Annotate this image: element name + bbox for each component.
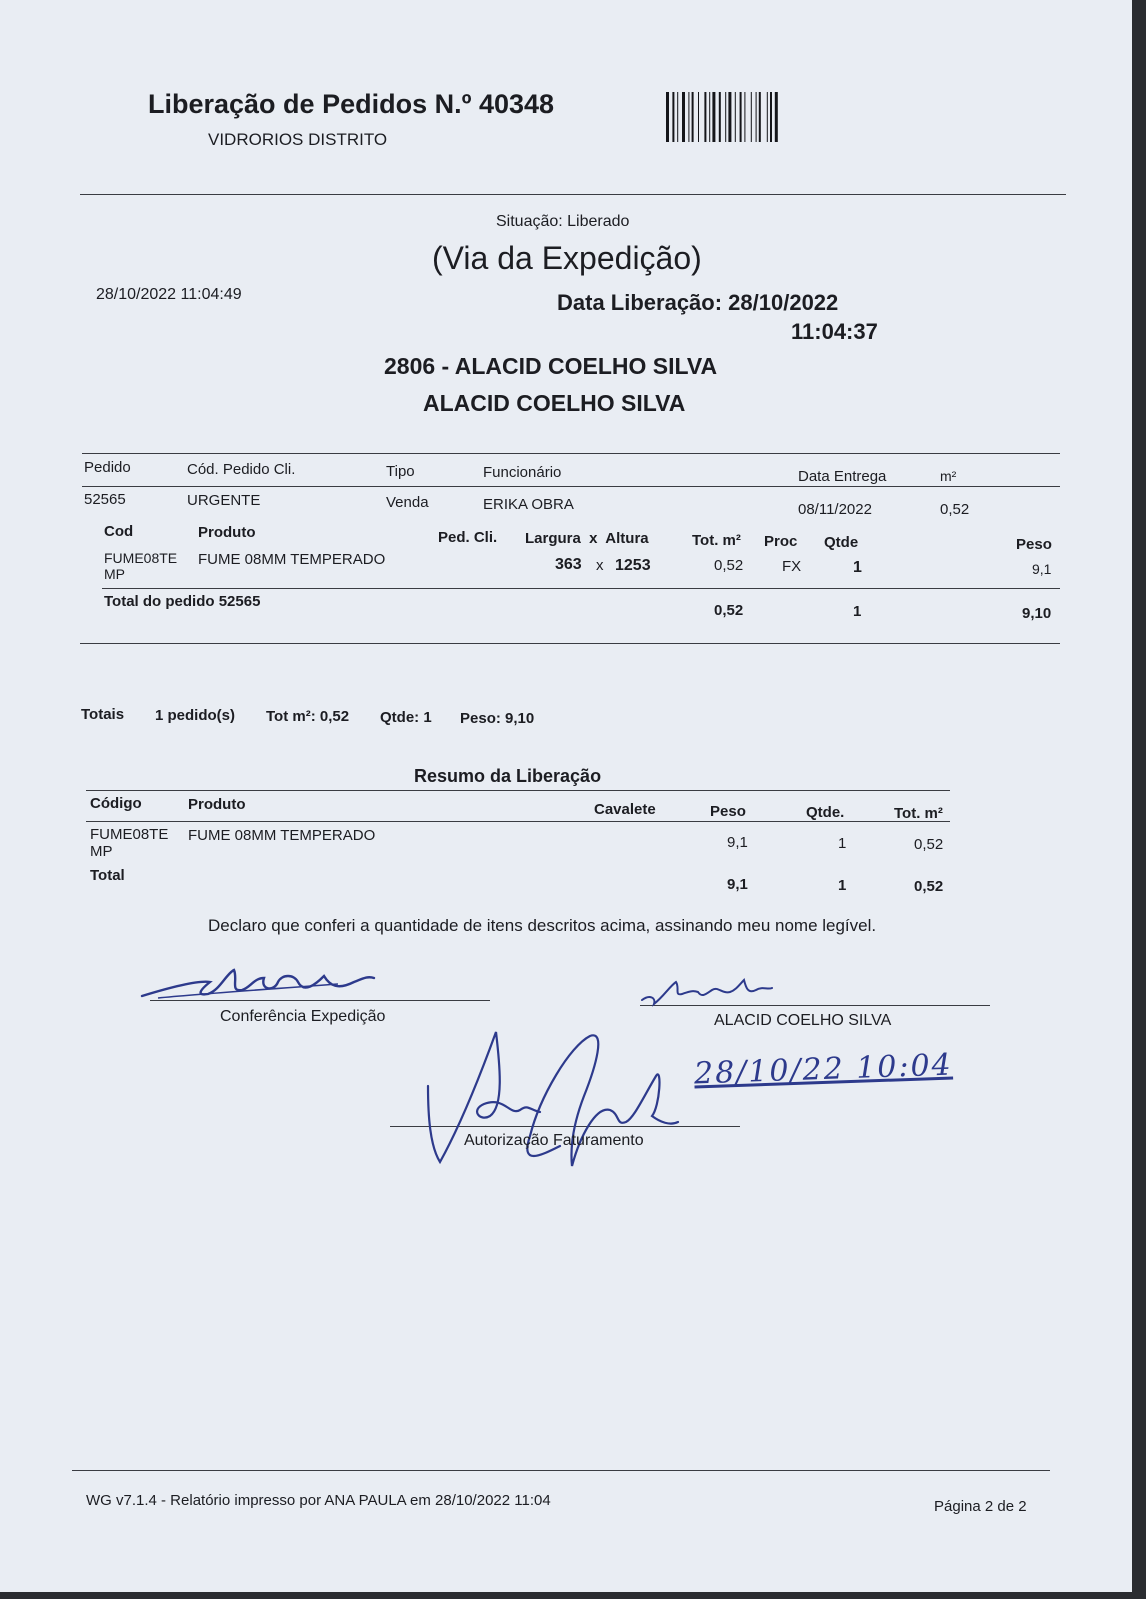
document-title: Liberação de Pedidos N.º 40348	[148, 89, 555, 119]
summary-peso: 9,1	[727, 834, 748, 851]
footer-line	[72, 1470, 1050, 1471]
copy-label: (Via da Expedição)	[432, 240, 702, 276]
summary-total-m2: 0,52	[914, 878, 944, 895]
order-type: Venda	[386, 494, 429, 511]
client-name: ALACID COELHO SILVA	[423, 390, 686, 416]
summary-product: FUME 08MM TEMPERADO	[188, 827, 376, 844]
item-largura: 363	[555, 556, 582, 573]
item-total-line	[102, 588, 1060, 589]
item-dimension-x: x	[596, 557, 604, 574]
order-delivery-date: 08/11/2022	[798, 501, 872, 518]
totals-m2: Tot m²: 0,52	[266, 708, 350, 725]
summary-code-suffix: MP	[90, 843, 113, 860]
autorizacao-signature	[420, 1026, 680, 1176]
item-header-qtde: Qtde	[824, 534, 859, 551]
client-code-name: 2806 - ALACID COELHO SILVA	[384, 353, 718, 379]
handwritten-date: 28/10/22 10:04	[693, 1047, 954, 1092]
client-signature-label: ALACID COELHO SILVA	[714, 1012, 892, 1029]
order-total-label: Total do pedido 52565	[104, 593, 261, 610]
item-header-produto: Produto	[198, 524, 256, 541]
order-total-qtde: 1	[853, 603, 862, 620]
footer-printed-by: WG v7.1.4 - Relatório impresso por ANA PAULA em 28/10/2022 11:04	[86, 1492, 551, 1509]
declaration-text: Declaro que conferi a quantidade de itens descritos acima, assinando meu nome legível.	[208, 916, 877, 935]
totals-peso: Peso: 9,10	[460, 710, 535, 727]
summary-header-cavalete: Cavalete	[594, 801, 656, 818]
order-m2: 0,52	[940, 501, 970, 518]
summary-header-produto: Produto	[188, 796, 246, 813]
item-header-proc: Proc	[764, 533, 798, 550]
item-header-ped-cli: Ped. Cli.	[438, 529, 498, 546]
item-tot-m2: 0,52	[714, 557, 744, 574]
col-header-cod-pedido-cli: Cód. Pedido Cli.	[187, 461, 296, 478]
conferencia-label: Conferência Expedição	[220, 1008, 386, 1025]
order-table-bottom-line	[80, 643, 1060, 644]
summary-header-tot-m2: Tot. m²	[894, 805, 943, 822]
order-client-code: URGENTE	[187, 492, 261, 509]
item-product: FUME 08MM TEMPERADO	[198, 551, 386, 568]
totals-qtde: Qtde: 1	[380, 709, 432, 726]
item-code-suffix: MP	[104, 566, 125, 582]
header-divider	[80, 194, 1066, 195]
col-header-tipo: Tipo	[386, 463, 415, 480]
item-header-tot-m2: Tot. m²	[692, 532, 741, 549]
col-header-data-entrega: Data Entrega	[798, 468, 887, 485]
order-employee: ERIKA OBRA	[483, 496, 574, 513]
col-header-funcionario: Funcionário	[483, 464, 562, 481]
company-name: VIDRORIOS DISTRITO	[208, 130, 388, 149]
conferencia-signature	[138, 960, 378, 1006]
order-table-top-line	[82, 453, 1060, 454]
totals-orders: 1 pedido(s)	[155, 707, 236, 724]
item-peso: 9,1	[1032, 561, 1052, 577]
client-signature	[636, 976, 786, 1010]
item-qtde: 1	[853, 559, 862, 576]
item-header-largura-altura: Largura x Altura	[525, 530, 649, 547]
summary-top-line	[86, 790, 950, 791]
order-total-m2: 0,52	[714, 602, 744, 619]
totals-label: Totais	[81, 706, 125, 723]
release-time: 11:04:37	[791, 319, 878, 344]
footer-page-number: Página 2 de 2	[934, 1498, 1027, 1515]
item-altura: 1253	[615, 557, 651, 574]
release-date: Data Liberação: 28/10/2022	[557, 290, 839, 315]
order-total-peso: 9,10	[1022, 605, 1052, 622]
col-header-pedido: Pedido	[84, 459, 131, 476]
summary-header-codigo: Código	[90, 795, 142, 812]
summary-code: FUME08TE	[90, 826, 169, 843]
autorizacao-label: Autorização Faturamento	[464, 1132, 644, 1149]
item-proc: FX	[782, 558, 802, 575]
summary-header-peso: Peso	[710, 803, 746, 820]
order-number: 52565	[84, 491, 126, 508]
summary-total-peso: 9,1	[727, 876, 748, 893]
item-header-peso: Peso	[1016, 536, 1052, 553]
printed-datetime: 28/10/2022 11:04:49	[96, 286, 242, 303]
situation-status: Situação: Liberado	[496, 213, 630, 230]
order-header-line	[82, 486, 1060, 487]
item-code: FUME08TE	[104, 550, 178, 566]
col-header-m2: m²	[940, 468, 957, 484]
summary-title: Resumo da Liberação	[414, 766, 602, 786]
summary-header-qtde: Qtde.	[806, 804, 845, 821]
summary-tot-m2: 0,52	[914, 836, 944, 853]
barcode-image	[666, 92, 840, 142]
summary-total-qtde: 1	[838, 877, 847, 894]
item-header-cod: Cod	[104, 523, 134, 540]
summary-total-label: Total	[90, 867, 125, 884]
summary-qtde: 1	[838, 835, 847, 852]
summary-header-line	[86, 821, 950, 822]
